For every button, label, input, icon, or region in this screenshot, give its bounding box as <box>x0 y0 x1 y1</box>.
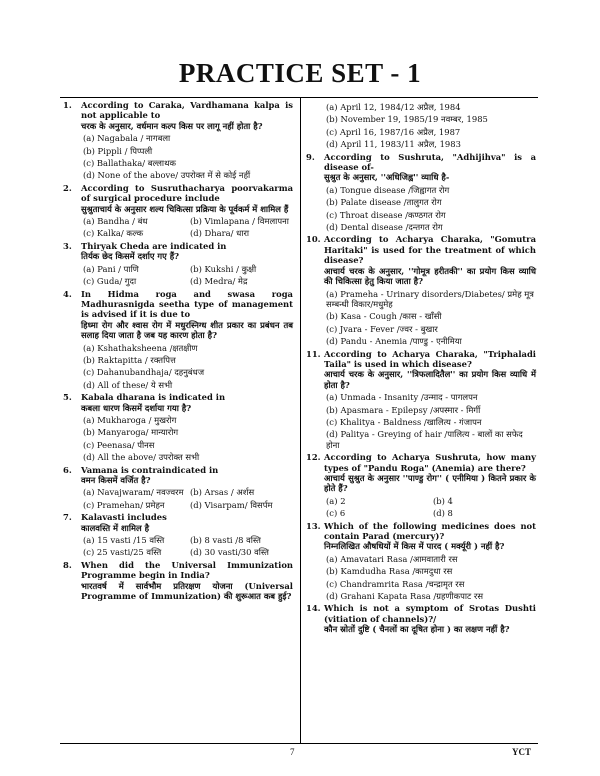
question-text-english: According to Acharya Charaka, "Gomutra Haritaki" is used for the treatment of which disease? <box>324 234 536 266</box>
answer-option: (a) Bandha / बंध <box>83 216 148 227</box>
question-block <box>306 234 536 346</box>
answer-option: (a) 2 <box>326 495 346 506</box>
question-block <box>306 603 536 634</box>
options-list <box>324 554 536 602</box>
question-number: 8. <box>63 559 72 570</box>
options-list <box>324 494 536 519</box>
question-block <box>63 241 293 287</box>
question-number: 12. <box>306 452 321 463</box>
answer-option: (a) Tongue disease /जिह्वागत रोग <box>326 184 450 195</box>
answer-option: (d) 30 vasti/30 वस्ति <box>190 547 269 558</box>
answer-option: (c) Pramehan/ प्रमेहन <box>83 499 165 510</box>
answer-option: (d) Visarpam/ विसर्पम <box>190 499 273 510</box>
question-text-english: According to Caraka, Vardhamana kalpa is not applicable to <box>81 100 293 121</box>
answer-option: (c) Jvara - Fever /ज्वर - बुखार <box>326 323 438 334</box>
answer-option: (d) April 11, 1983/11 अप्रैल, 1983 <box>326 139 461 150</box>
answer-option: (c) Throat disease /कण्ठगत रोग <box>326 209 446 220</box>
question-text-hindi: आचार्य सुश्रुत के अनुसार ''पाण्डु रोग'' ( एनीमिया ) कितने प्रकार के होते हैं? <box>324 473 536 494</box>
answer-option: (a) Unmada - Insanity /उन्माद - पागलपन <box>326 392 478 403</box>
answer-option: (b) Vimlapana / विमलापना <box>190 216 289 227</box>
answer-option: (b) Pippli / पिप्पली <box>83 145 153 156</box>
answer-option: (d) Pandu - Anemia /पाण्डु - एनीमिया <box>326 336 462 347</box>
question-text-hindi: तिर्यक छेद किसमें दर्शाए गए हैं? <box>81 251 180 262</box>
top-rule <box>60 97 538 98</box>
answer-option: (c) Guda/ गुदा <box>83 276 137 287</box>
question-block <box>63 183 293 239</box>
answer-option: (c) Ballathaka/ बल्लाथक <box>83 158 176 169</box>
question-text-hindi: आचार्य चरक के अनुसार, ''गोमूत्र हरीतकी'' का प्रयोग किस व्याधि की चिकित्सा हेतु किया जाता है? <box>324 265 536 287</box>
answer-option: (d) Dental disease /दन्तगत रोग <box>326 222 443 233</box>
answer-option: (d) 8 <box>433 508 453 519</box>
question-text-english: In Hidma roga and swasa roga Madhurasnigda seetha type of management is advised if it is due to <box>81 288 293 320</box>
right-column <box>306 100 536 637</box>
answer-option: (a) 15 vasti /15 वस्ति <box>83 535 165 546</box>
answer-option: (c) Khalitya - Baldness /खालित्य - गंजापन <box>326 416 482 427</box>
question-text-english: According to Acharya Sushruta, how many types of "Pandu Roga" (Anemia) are there? <box>324 452 536 473</box>
question-text-hindi: भारतवर्ष में सार्वभौम प्रतिरक्षण योजना (Universal Programme of Immunization) की शुरूआत कब हुई? <box>81 580 293 602</box>
question-number: 5. <box>63 392 72 403</box>
question-number: 2. <box>63 182 72 193</box>
answer-option: (a) Kshathaksheena /क्षतक्षीण <box>83 342 198 353</box>
answer-option: (a) Prameha - Urinary disorders/Diabetes/ प्रमेह मूत्र सम्बन्धी विकार/मधुमेह <box>326 288 534 309</box>
question-block <box>63 512 293 558</box>
question-text-english: According to Acharya Charaka, "Triphaladi Taila" is used in which disease? <box>324 348 536 369</box>
question-text-english: Thiryak Cheda are indicated in <box>81 240 227 251</box>
question-number: 13. <box>306 520 321 531</box>
question-text-hindi: वमन किसमें वर्जित है? <box>81 475 151 485</box>
options-list <box>324 185 536 233</box>
options-list <box>324 102 536 150</box>
question-text-english: According to Susruthacharya poorvakarma of surgical procedure include <box>81 182 293 204</box>
answer-option: (b) Apasmara - Epilepsy /अपस्मार - मिर्गी <box>326 404 481 415</box>
answer-option: (c) Chandramrita Rasa /चन्द्रामृत रस <box>326 578 465 589</box>
answer-option: (d) None of the above/ उपरोक्त में से कोई नहीं <box>83 170 251 181</box>
question-text-hindi: हिध्मा रोग और श्वास रोग में मधुरस्निग्ध शीत प्रकार का प्रबंधन तब सलाह दिया जाता है जब यह कारण होता है? <box>81 319 293 341</box>
options-list <box>81 415 293 463</box>
question-number: 14. <box>306 603 321 614</box>
options-list <box>81 214 293 239</box>
answer-option: (d) Dhara/ धारा <box>190 228 250 239</box>
answer-option: (c) Peenasa/ पीनस <box>83 439 155 450</box>
question-block <box>306 152 536 233</box>
answer-option: (b) Palate disease /तालुगत रोग <box>326 197 442 208</box>
options-list <box>81 485 293 510</box>
question-number: 9. <box>306 151 315 162</box>
question-text-english: When did the Universal Immunization Programme begin in India? <box>81 559 293 581</box>
question-text-english: Vamana is contraindicated in <box>81 464 219 475</box>
question-text-english: Which of the following medicines does not contain Parad (mercury)? <box>324 520 536 542</box>
answer-option: (d) All of these/ ये सभी <box>83 379 173 390</box>
question-text-hindi: चरक के अनुसार, वर्धमान कल्प किस पर लागू नहीं होता है? <box>81 120 263 131</box>
answer-option: (c) April 16, 1987/16 अप्रैल, 1987 <box>326 126 461 137</box>
question-block <box>306 452 536 518</box>
answer-option: (b) 8 vasti /8 वस्ति <box>190 535 261 546</box>
question-block <box>63 392 293 462</box>
question-block <box>306 102 536 150</box>
question-text-hindi: निम्नलिखित औषधियों में किस में पारद ( मर्क्यूरी ) नहीं है? <box>324 541 505 552</box>
answer-option: (c) 25 vasti/25 वस्ति <box>83 547 162 558</box>
page-number: 7 <box>290 747 295 757</box>
question-block <box>63 289 293 391</box>
question-number: 4. <box>63 288 72 299</box>
answer-option: (a) Amavatari Rasa /आमवातारी रस <box>326 553 458 564</box>
bottom-rule <box>60 743 538 744</box>
question-text-hindi: कबला धारण किसमें दर्शाया गया है? <box>81 402 192 413</box>
question-text-hindi: सुश्रुत के अनुसार, ''अधिजिह्व'' व्याधि है- <box>324 172 450 183</box>
question-text-english: Which is not a symptom of Srotas Dushti (vitiation of channels)?/ <box>324 603 536 624</box>
left-column <box>63 100 293 603</box>
answer-option: (b) Arsas / अर्शस <box>190 487 255 498</box>
answer-option: (a) Pani / पाणि <box>83 263 139 274</box>
answer-option: (b) Kamdudha Rasa /कामदुधा रस <box>326 566 453 577</box>
question-number: 1. <box>63 100 72 110</box>
question-text-english: Kabala dharana is indicated in <box>81 392 226 403</box>
question-block <box>63 465 293 511</box>
answer-option: (b) November 19, 1985/19 नवम्बर, 1985 <box>326 114 488 125</box>
question-number: 7. <box>63 512 72 523</box>
options-list <box>81 262 293 287</box>
question-text-hindi: कालवस्ति में शामिल है <box>81 522 150 533</box>
answer-option: (a) Nagabala / नागबला <box>83 133 171 144</box>
options-list <box>81 533 293 558</box>
answer-option: (d) Palitya - Greying of hair /पालित्य - बालों का सफेद होना <box>326 429 523 450</box>
question-text-hindi: सुश्रुताचार्य के अनुसार शल्य चिकित्सा प्रक्रिया के पूर्वकर्म में शामिल हैं <box>81 203 289 214</box>
answer-option: (a) Mukharoga / मुखरोग <box>83 414 177 425</box>
question-text-hindi: आचार्य चरक के अनुसार, ''त्रिफलादितैल'' का प्रयोग किस व्याधि में होता है? <box>324 369 536 390</box>
answer-option: (a) Navajwaram/ नवज्वरम <box>83 487 184 498</box>
page-title: PRACTICE SET - 1 <box>178 58 422 88</box>
question-number: 10. <box>306 234 321 245</box>
answer-option: (b) Raktapitta / रक्तपित्त <box>83 354 176 365</box>
question-text-english: According to Sushruta, "Adhijihva" is a disease of- <box>324 151 536 173</box>
publisher-brand: YCT <box>512 747 532 757</box>
answer-option: (a) April 12, 1984/12 अप्रैल, 1984 <box>326 102 461 112</box>
answer-option: (d) All the above/ उपरोक्त सभी <box>83 452 200 463</box>
answer-option: (b) 4 <box>433 495 453 506</box>
options-list <box>324 289 536 347</box>
question-number: 6. <box>63 464 72 475</box>
answer-option: (c) Kalka/ कल्क <box>83 228 144 239</box>
question-text-hindi: कौन स्रोतों दुष्टि ( चैनलों का दूषित होना ) का लक्षण नहीं है? <box>324 624 510 635</box>
answer-option: (b) Kasa - Cough /कास - खाँसी <box>326 311 442 322</box>
question-block <box>306 349 536 451</box>
answer-option: (c) 6 <box>326 508 346 519</box>
question-block <box>63 100 293 181</box>
question-number: 3. <box>63 240 72 251</box>
options-list <box>324 392 536 450</box>
answer-option: (b) Manyaroga/ मान्यारोग <box>83 427 179 438</box>
question-block <box>306 521 536 602</box>
question-number: 11. <box>306 348 321 359</box>
column-divider <box>300 97 301 743</box>
answer-option: (b) Kukshi / कुक्षी <box>190 263 257 274</box>
options-list <box>81 133 293 181</box>
question-text-english: Kalavasti includes <box>81 512 167 523</box>
answer-option: (d) Grahani Kapata Rasa /ग्रहणीकपाट रस <box>326 591 483 602</box>
options-list <box>81 343 293 391</box>
answer-option: (d) Medra/ मेद्र <box>190 276 248 287</box>
question-block <box>63 560 293 602</box>
answer-option: (c) Dahanubandhaja/ दहनुबंधज <box>83 367 205 378</box>
